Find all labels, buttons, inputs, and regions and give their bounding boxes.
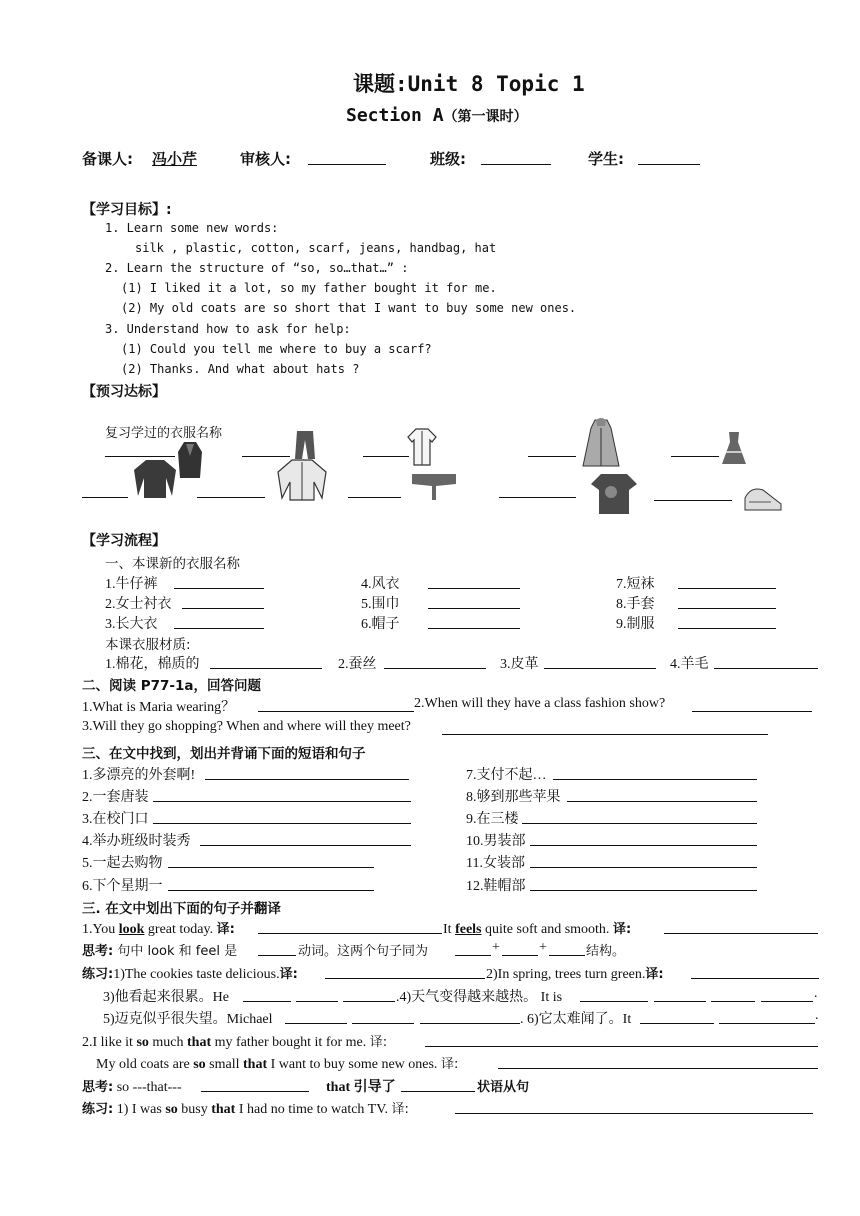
goal-line-5: (2) My old coats are so short that I want to buy some new ones. — [121, 301, 577, 315]
material-blank[interactable] — [714, 668, 818, 669]
think-1: 思考: 句中 look 和 feel 是 — [82, 944, 238, 959]
phrase-item: 4.举办班级时装秀 — [82, 834, 191, 849]
material-blank[interactable] — [384, 668, 486, 669]
fill-blank[interactable] — [296, 1001, 338, 1002]
sentence-3: 2.I like it so much that my father bought it for me. 译: — [82, 1035, 388, 1050]
think-blank[interactable] — [201, 1091, 309, 1092]
clothes-blank[interactable] — [242, 456, 290, 457]
word-blank[interactable] — [174, 588, 264, 589]
word-blank[interactable] — [678, 608, 776, 609]
goal-line-7: (1) Could you tell me where to buy a scarf? — [121, 342, 432, 356]
think-blank[interactable] — [401, 1091, 475, 1092]
phrases-title: 三、在文中找到，划出并背诵下面的短语和句子 — [82, 746, 366, 762]
word-item: 3.长大衣 — [105, 617, 158, 632]
translation-blank[interactable] — [455, 1113, 813, 1114]
read-q1: 1.What is Maria wearing？ — [82, 700, 236, 715]
word-blank[interactable] — [678, 628, 776, 629]
material-blank[interactable] — [544, 668, 656, 669]
preview-heading: 【预习达标】 — [82, 384, 166, 400]
word-item: 7.短袜 — [616, 577, 655, 592]
clothes-blank[interactable] — [528, 456, 576, 457]
phrase-blank[interactable] — [530, 845, 757, 846]
period: . — [814, 986, 818, 1001]
word-blank[interactable] — [428, 608, 520, 609]
phrase-item: 9.在三楼 — [466, 812, 519, 827]
clothes-blank[interactable] — [82, 497, 128, 498]
goal-line-2: silk , plastic, cotton, scarf, jeans, handbag, hat — [135, 241, 497, 255]
review-label: 复习学过的衣服名称 — [105, 426, 223, 441]
clothes-blank[interactable] — [348, 497, 401, 498]
fill-blank[interactable] — [580, 1001, 648, 1002]
sentence-2: It feels quite soft and smooth. 译: — [443, 922, 632, 937]
word-item: 9.制服 — [616, 617, 655, 632]
word-item: 5.围巾 — [361, 597, 400, 612]
answer-blank[interactable] — [442, 734, 768, 735]
practice-4: .4)天气变得越来越热。 It is — [396, 990, 563, 1005]
answer-blank[interactable] — [258, 711, 414, 712]
section-title — [346, 105, 528, 126]
read-q2: 2.When will they have a class fashion show? — [414, 696, 666, 711]
raincoat-image — [581, 418, 621, 474]
material-item: 1.棉花，棉质的 — [105, 657, 200, 672]
practice-6: . 6)它太难闻了。It — [520, 1012, 632, 1027]
read-q3: 3.Will they go shopping? When and where will they meet? — [82, 719, 411, 734]
page-title: 课题:Unit 8 Topic 1 — [353, 72, 585, 96]
goal-line-1: 1. Learn some new words: — [105, 221, 279, 235]
think-blank[interactable] — [549, 955, 585, 956]
translation-blank[interactable] — [258, 933, 442, 934]
phrase-blank[interactable] — [530, 867, 757, 868]
clothes-blank[interactable] — [197, 497, 265, 498]
word-blank[interactable] — [428, 628, 520, 629]
phrase-item: 11.女装部 — [466, 856, 525, 871]
phrase-blank[interactable] — [153, 823, 411, 824]
materials-title: 本课衣服材质: — [105, 637, 191, 653]
goal-line-6: 3. Understand how to ask for help: — [105, 322, 351, 336]
translate-title: 三. 在文中划出下面的句子并翻译 — [82, 901, 281, 917]
goal-line-4: (1) I liked it a lot, so my father bought it for me. — [121, 281, 497, 295]
phrase-blank[interactable] — [553, 779, 757, 780]
preparer-name: 冯小芹 — [152, 150, 198, 168]
sentence-4: My old coats are so small that I want to buy some new ones. 译: — [96, 1057, 459, 1072]
fill-blank[interactable] — [640, 1023, 714, 1024]
word-item: 1.牛仔裤 — [105, 577, 158, 592]
phrase-blank[interactable] — [168, 867, 374, 868]
translation-blank[interactable] — [498, 1068, 818, 1069]
phrase-blank[interactable] — [567, 801, 757, 802]
fill-blank[interactable] — [711, 1001, 755, 1002]
think-1-b: 动词。这两个句子同为 — [298, 944, 429, 959]
fill-blank[interactable] — [719, 1023, 815, 1024]
phrase-blank[interactable] — [530, 890, 757, 891]
pants-image — [293, 430, 317, 460]
class-label: 班级: — [430, 150, 466, 168]
clothes-blank[interactable] — [671, 456, 719, 457]
phrase-item: 5.一起去购物 — [82, 856, 163, 871]
phrase-blank[interactable] — [205, 779, 409, 780]
answer-blank[interactable] — [692, 711, 812, 712]
clothes-blank[interactable] — [105, 456, 175, 457]
practice-3: 3)他看起来很累。He — [103, 990, 229, 1005]
phrase-item: 7.支付不起… — [466, 768, 547, 783]
fill-blank[interactable] — [761, 1001, 813, 1002]
think-blank[interactable] — [455, 955, 491, 956]
phrase-item: 8.够到那些苹果 — [466, 790, 561, 805]
phrase-item: 1.多漂亮的外套啊! — [82, 768, 196, 783]
fill-blank[interactable] — [243, 1001, 291, 1002]
practice-5: 5)迈克似乎很失望。Michael — [103, 1012, 273, 1027]
student-blank[interactable] — [638, 164, 700, 165]
practice-2: 2)In spring, trees turn green.译: — [486, 967, 664, 982]
goal-line-8: (2) Thanks. And what about hats ? — [121, 362, 360, 376]
word-item: 6.帽子 — [361, 617, 400, 632]
word-blank[interactable] — [428, 588, 520, 589]
section-sub: （第一课时） — [443, 109, 528, 125]
phrase-blank[interactable] — [168, 890, 374, 891]
goals-heading: 【学习目标】: — [82, 202, 172, 218]
phrase-item: 6.下个星期一 — [82, 879, 163, 894]
material-item: 4.羊毛 — [670, 657, 709, 672]
plus-sign: + — [539, 940, 547, 955]
word-item: 2.女士衬衣 — [105, 597, 172, 612]
dress-image — [720, 430, 748, 466]
think-2-b: that 引导了 — [326, 1080, 396, 1095]
phrase-blank[interactable] — [153, 801, 411, 802]
fill-blank[interactable] — [420, 1023, 520, 1024]
material-item: 3.皮革 — [500, 657, 539, 672]
tshirt-image — [589, 472, 639, 516]
fill-blank[interactable] — [654, 1001, 706, 1002]
phrase-item: 10.男装部 — [466, 834, 526, 849]
sentence-1: 1.You look great today. 译: — [82, 922, 235, 937]
translation-blank[interactable] — [691, 978, 819, 979]
think-blank[interactable] — [502, 955, 538, 956]
word-item: 4.风衣 — [361, 577, 400, 592]
word-item: 8.手套 — [616, 597, 655, 612]
clothes-blank[interactable] — [654, 500, 732, 501]
translation-blank[interactable] — [325, 978, 485, 979]
word-blank[interactable] — [182, 608, 264, 609]
flow-heading: 【学习流程】 — [82, 533, 166, 549]
jacket-hanging-image — [176, 440, 204, 480]
word-blank[interactable] — [678, 588, 776, 589]
word-blank[interactable] — [174, 628, 264, 629]
think-2-c: 状语从句 — [477, 1080, 530, 1095]
shoes-image — [741, 480, 787, 514]
phrase-item: 2.一套唐装 — [82, 790, 149, 805]
period: . — [815, 1008, 819, 1023]
material-blank[interactable] — [210, 668, 322, 669]
clothes-blank[interactable] — [499, 497, 576, 498]
practice-1: 练习:1)The cookies taste delicious.译: — [82, 967, 298, 982]
read-title: 二、阅读 P77-1a，回答问题 — [82, 678, 261, 694]
reviewer-label: 审核人: — [240, 150, 291, 168]
fill-blank[interactable] — [343, 1001, 395, 1002]
practice-7: 练习: 1) I was so busy that I had no time to watch TV. 译: — [82, 1102, 409, 1117]
section-main: Section A — [346, 105, 444, 126]
goal-line-3: 2. Learn the structure of “so, so…that…” : — [105, 261, 409, 275]
jeans-image — [410, 468, 458, 502]
think-2: 思考: so ---that--- — [82, 1080, 182, 1095]
translation-blank[interactable] — [664, 933, 818, 934]
material-item: 2.蚕丝 — [338, 657, 377, 672]
phrase-blank[interactable] — [200, 845, 411, 846]
part1-title: 一、本课新的衣服名称 — [105, 556, 240, 572]
think-1-c: 结构。 — [586, 944, 626, 959]
class-blank[interactable] — [481, 164, 551, 165]
sweater-image — [132, 458, 178, 500]
fill-blank[interactable] — [352, 1023, 414, 1024]
plus-sign: + — [492, 940, 500, 955]
translation-blank[interactable] — [425, 1046, 818, 1047]
reviewer-blank[interactable] — [308, 164, 386, 165]
fill-blank[interactable] — [285, 1023, 347, 1024]
think-blank[interactable] — [258, 955, 296, 956]
clothes-blank[interactable] — [363, 456, 409, 457]
preparer-label: 备课人: — [82, 150, 133, 168]
student-label: 学生: — [588, 150, 624, 168]
coat-image — [276, 458, 328, 502]
shirt-image — [406, 427, 438, 467]
phrase-item: 12.鞋帽部 — [466, 879, 526, 894]
phrase-item: 3.在校门口 — [82, 812, 149, 827]
phrase-blank[interactable] — [522, 823, 757, 824]
